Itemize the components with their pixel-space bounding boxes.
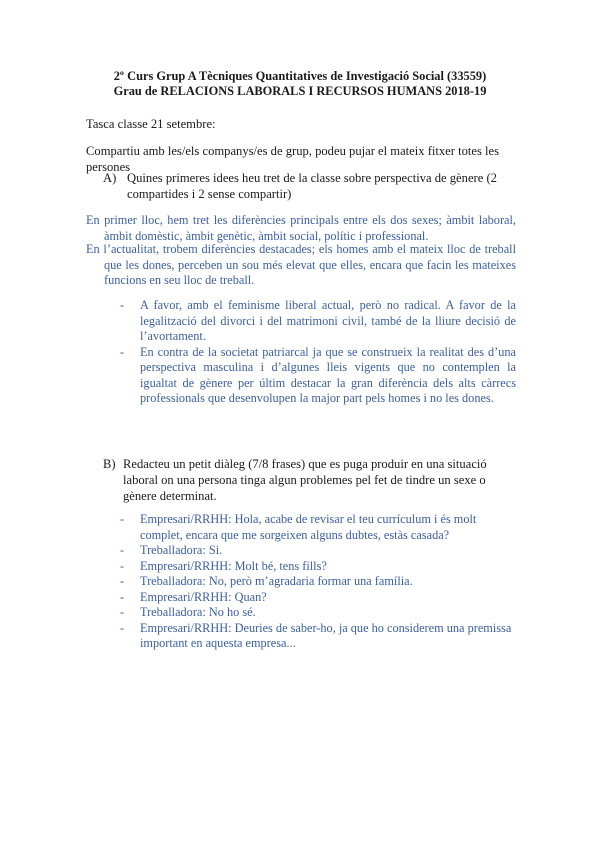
bullet-dash: -: [120, 558, 125, 573]
document-header: [80, 69, 520, 99]
task-title: Tasca classe 21 setembre:: [86, 117, 216, 131]
bullet-dash: -: [120, 298, 125, 312]
dialog-line-text: Empresari/RRHH: Molt bé, tens fills?: [140, 558, 327, 573]
dialog-line-text: Treballadora: No ho sé.: [140, 605, 256, 619]
answer-a-p1-text: En primer lloc, hem tret les diferències principals entre els dos sexes; àmbit laboral, àmbit domèstic, àmbit genètic, àmbit social, polític i professional.: [86, 213, 516, 243]
dialog-line-text: Treballadora: Si.: [140, 543, 223, 557]
dialog-list: [120, 512, 520, 652]
answer-a-bullet-list: [120, 298, 516, 407]
answer-a-p2-text: En l’actualitat, trobem diferències destacades; els homes amb el mateix lloc de treball que les dones, perceben un sou més elevat que elles, encara que facin les mateixes funcions en seu lloc de treball.: [86, 242, 516, 287]
bullet-dash: -: [120, 620, 125, 635]
degree-title: Grau de RELACIONS LABORALS I RECURSOS HUMANS 2018-19: [113, 84, 487, 98]
dialog-line: [120, 605, 520, 621]
question-b-text: Redacteu un petit diàleg (7/8 frases) que es puga produir en una situació laboral on una persona tinga algun problemes pel fet de tindre un sexe o gènere determinat.: [123, 457, 487, 503]
question-a: [103, 170, 518, 202]
dialog-line: [120, 543, 520, 559]
dialog-line-text: Treballadora: No, però m’agradaria formar una família.: [140, 574, 413, 588]
dialog-line: [120, 621, 520, 652]
course-title: 2º Curs Grup A Tècniques Quantitatives de Investigació Social (33559): [113, 69, 487, 83]
bullet-dash: -: [120, 543, 125, 557]
dialog-line: [120, 559, 520, 575]
bullet-dash: -: [120, 574, 125, 588]
answer-a-paragraph-2: [86, 242, 516, 289]
question-b: [103, 456, 518, 504]
answer-a-paragraph-1: [86, 213, 516, 244]
question-b-label: B): [103, 457, 116, 471]
dialog-line: [120, 574, 520, 590]
bullet-dash: -: [120, 605, 125, 619]
dialog-line-text: Empresari/RRHH: Deuries de saber-ho, ja que ho considerem una premissa important en aquesta empresa...: [140, 620, 512, 650]
dialog-line-text: Empresari/RRHH: Hola, acabe de revisar el teu currículum i és molt complet, encara que me sorgeixen alguns dubtes, estàs casada?: [140, 512, 477, 542]
dialog-line: [120, 512, 520, 543]
question-a-label: A): [103, 171, 117, 185]
list-item: [120, 345, 516, 407]
list-item-text: A favor, amb el feminisme liberal actual, però no radical. A favor de la legalització del divorci i del matrimoni civil, també de la lliure decisió de l’avortament.: [140, 298, 516, 343]
bullet-dash: -: [120, 512, 125, 526]
bullet-dash: -: [120, 344, 125, 359]
intro-paragraph: Compartiu amb les/els companys/es de grup, podeu pujar el mateix fitxer totes les persones: [86, 144, 500, 174]
bullet-dash: -: [120, 589, 125, 604]
list-item-text: En contra de la societat patriarcal ja que se construeix la realitat des d’una perspectiva masculina i d’algunes lleis vigents que no contemplen la igualtat de gènere per últim destacar la gran diferència dels alts càrrecs professionals que desenvolupen la major part pels homes i no les dones.: [140, 344, 516, 405]
dialog-line: [120, 590, 520, 606]
question-a-text: Quines primeres idees heu tret de la classe sobre perspectiva de gènere (2 compartides i 2 sense compartir): [127, 171, 497, 201]
list-item: [120, 298, 516, 345]
dialog-line-text: Empresari/RRHH: Quan?: [140, 589, 267, 604]
